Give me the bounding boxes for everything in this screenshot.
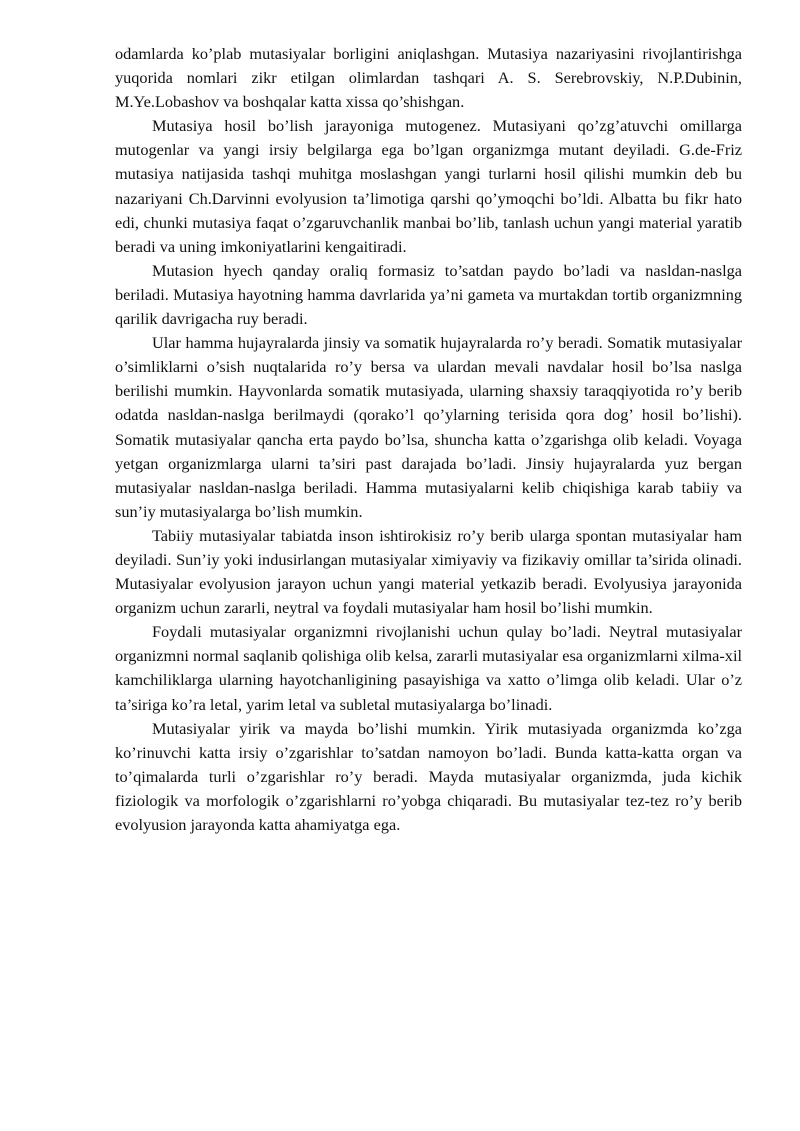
paragraph-mutation-origin: Mutasion hyech qanday oraliq formasiz to’satdan paydo bo’ladi va nasldan-naslga beriladi. Mutasiya hayotning hamma davrlarida ya’ni gameta va murtakdan tortib organizmning qarilik davrigacha ruy beradi.	[115, 260, 742, 329]
paragraph-useful-mutations: Foydali mutasiyalar organizmni rivojlanishi uchun qulay bo’ladi. Neytral mutasiyalar organizmni normal saqlanib qolishiga olib kelsa, zararli mutasiyalar esa organizmlarni xilma-xil kamchiliklarga ularning hayotchanligining pasayishiga va xatto o’limga olib keladi. Ular o’z ta’siriga ko’ra letal, yarim letal va subletal mutasiyalarga bo’linadi.	[115, 622, 742, 714]
document-page	[115, 42, 742, 837]
paragraph-natural-mutations: Tabiiy mutasiyalar tabiatda inson ishtirokisiz ro’y berib ularga spontan mutasiyalar ham deyiladi. Sun’iy yoki indusirlangan mutasiyalar ximiyaviy va fizikaviy omillar ta’sirida olinadi. Mutasiyalar evolyusion jarayon uchun yangi material yetkazib beradi. Evolyusiya jarayonida organizm uchun zararli, neytral va foydali mutasiyalar ham hosil bo’lishi mumkin.	[115, 525, 742, 618]
paragraph-large-small-mutations: Mutasiyalar yirik va mayda bo’lishi mumkin. Yirik mutasiyada organizmda ko’zga ko’rinuvchi katta irsiy o’zgarishlar to’satdan namoyon bo’ladi. Bunda katta-katta organ va to’qimalarda turli o’zgarishlar ro’y beradi. Mayda mutasiyalar organizmda, juda kichik fiziologik va morfologik o’zgarishlarni ro’yobga chiqaradi. Bu mutasiyalar tez-tez ro’y berib evolyusion jarayonda katta ahamiyatga ega.	[115, 718, 742, 834]
paragraph-somatic-mutations: Ular hamma hujayralarda jinsiy va somatik hujayralarda ro’y beradi. Somatik mutasiyalar o’simliklarni o’sish nuqtalarida ro’y bersa va ulardan mevali navdalar hosil bo’lsa naslga berilishi mumkin. Hayvonlarda somatik mutasiyada, ularning shaxsiy taraqqiyotida ro’y berib odatda nasldan-naslga berilmaydi (qorako’l qo’ylarning terisida qora dog’ hosil bo’lishi). Somatik mutasiyalar qancha erta paydo bo’lsa, shuncha katta o’zgarishga olib keladi. Voyaga yetgan organizmlarga ularni ta’siri past darajada bo’ladi. Jinsiy hujayralarda yuz bergan mutasiyalar nasldan-naslga beriladi. Hamma mutasiyalarni kelib chiqishiga karab tabiiy va sun’iy mutasiyalarga bo’lish mumkin.	[115, 333, 742, 521]
paragraph-mutagenesis: Mutasiya hosil bo’lish jarayoniga mutogenez. Mutasiyani qo’zg’atuvchi omillarga mutogenlar va yangi irsiy belgilarga ega bo’lgan organizmga mutant deyiladi. G.de-Friz mutasiya natijasida tashqi muhitga moslashgan yangi turlarni hosil qilishi mumkin deb bu nazariyani Ch.Darvinni evolyusion ta’limotiga qarshi qo’ymoqchi bo’ldi. Albatta bu fikr hato edi, chunki mutasiya faqat o’zgaruvchanlik manbai bo’lib, tanlash uchun yangi material yaratib beradi va uning imkoniyatlarini kengaitiradi.	[115, 116, 742, 256]
paragraph-continuation: odamlarda ko’plab mutasiyalar borligini aniqlashgan. Mutasiya nazariyasini rivojlantirishga yuqorida nomlari zikr etilgan olimlardan tashqari A. S. Serebrovskiy, N.P.Dubinin, M.Ye.Lobashov va boshqalar katta xissa qo’shishgan.	[115, 44, 742, 112]
